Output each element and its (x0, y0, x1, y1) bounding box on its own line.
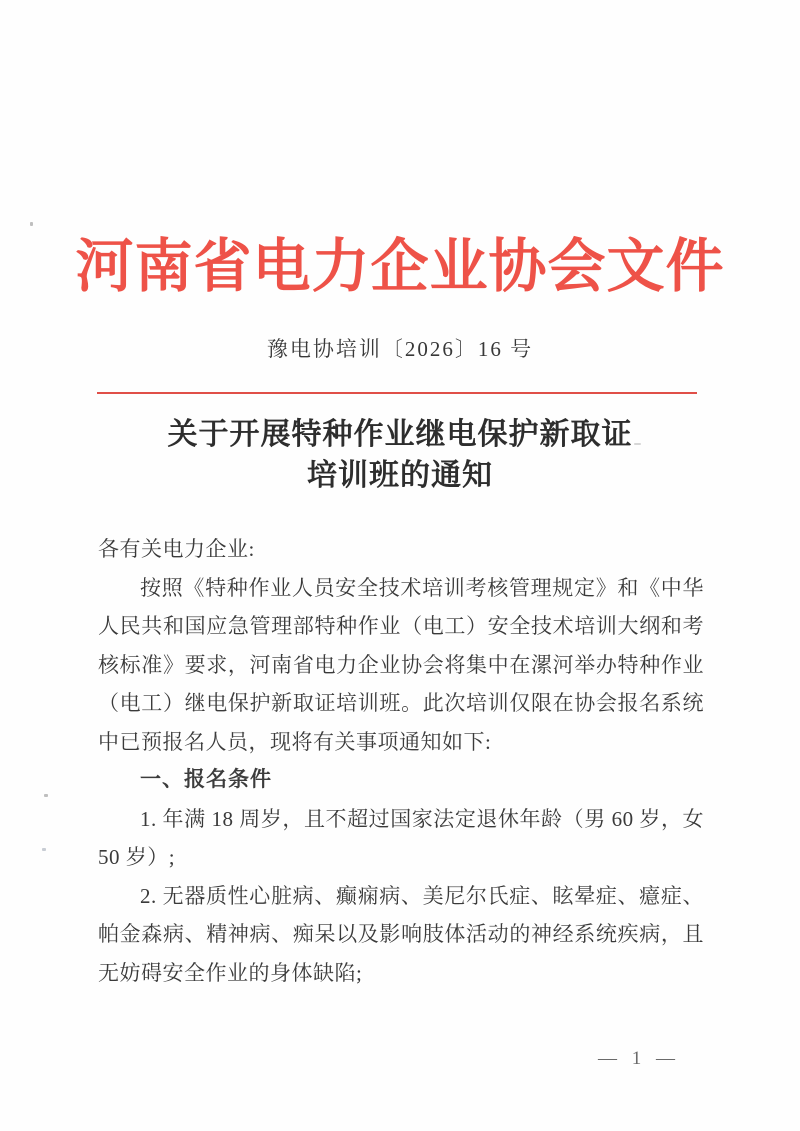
scan-speck (42, 848, 46, 851)
salutation: 各有关电力企业: (98, 537, 255, 561)
section1-heading: 一、报名条件 (140, 768, 272, 791)
document-body (98, 530, 704, 992)
intro-paragraph: 按照《特种作业人员安全技术培训考核管理规定》和《中华人民共和国应急管理部特种作业（电工）安全技术培训大纲和考核标准》要求，河南省电力企业协会将集中在漯河举办特种作业（电工）继电保护新取证培训班。此次培训仅限在协会报名系统中已预报名人员，现将有关事项通知如下: (98, 575, 704, 754)
letterhead-org-name: 河南省电力企业协会文件 (75, 234, 725, 299)
document-title (0, 414, 800, 496)
section1-item-1: 1. 年满 18 周岁，且不超过国家法定退休年龄（男 60 岁，女 50 岁）; (98, 806, 704, 869)
scan-speck (30, 222, 33, 226)
scan-speck (44, 794, 48, 797)
scan-speck (634, 443, 641, 445)
letterhead-red-rule (97, 392, 697, 394)
document-title-line2: 培训班的通知 (307, 459, 493, 492)
page-number: — 1 — (598, 1048, 680, 1069)
document-number: 豫电协培训〔2026〕16 号 (266, 337, 534, 361)
document-title-line1: 关于开展特种作业继电保护新取证 (167, 418, 633, 451)
section1-item-2: 2. 无器质性心脏病、癫痫病、美尼尔氏症、眩晕症、癔症、帕金森病、精神病、痴呆以及影响肢体活动的神经系统疾病，且无妨碍安全作业的身体缺陷; (98, 883, 704, 985)
